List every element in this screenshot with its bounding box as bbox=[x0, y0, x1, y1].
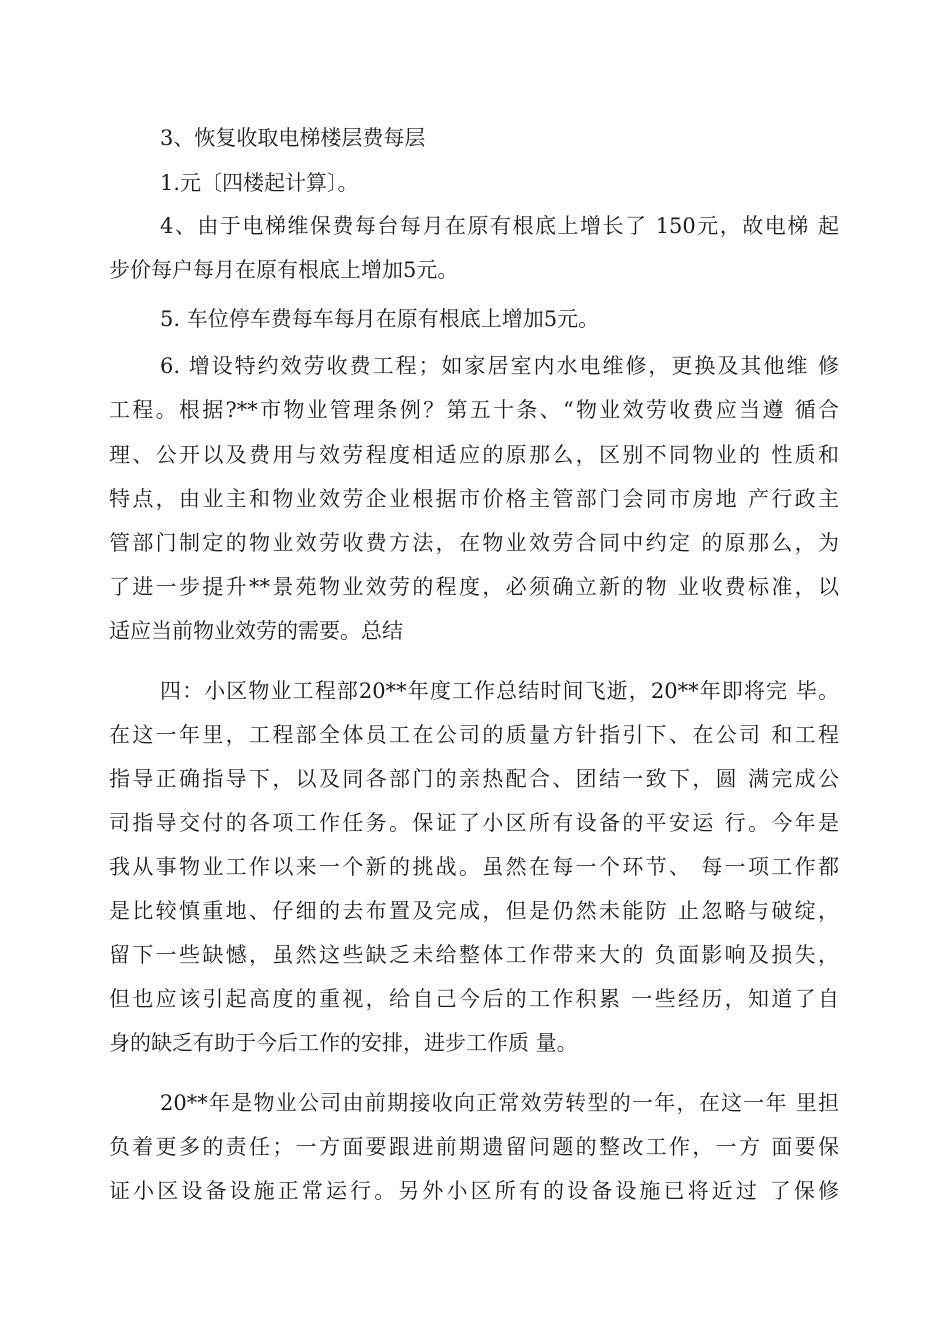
text-line: 5. 车位停车费每车每月在原有根底上增加5元。 bbox=[160, 307, 600, 331]
text-line: 是比较慎重地、仔细的去布置及完成，但是仍然未能防 止忽略与破绽， bbox=[109, 899, 839, 923]
text-line: 工程。根据?**市物业管理条例？第五十条、“物业效劳收费应当遵 循合 bbox=[109, 398, 839, 422]
text-line: 4、由于电梯维保费每台每月在原有根底上增长了 150元，故电梯 起 bbox=[160, 214, 839, 238]
text-line: 1.元〔四楼起计算〕。 bbox=[160, 171, 359, 195]
text-line: 留下一些缺憾，虽然这些缺乏未给整体工作带来大的 负面影响及损失， bbox=[109, 943, 839, 967]
text-line: 负着更多的责任；一方面要跟进前期遗留问题的整改工作，一方 面要保 bbox=[109, 1135, 839, 1159]
text-line: 身的缺乏有助于今后工作的安排，进步工作质 量。 bbox=[109, 1031, 578, 1055]
text-line: 司指导交付的各项工作任务。保证了小区所有设备的平安运 行。今年是 bbox=[109, 811, 839, 835]
text-line: 管部门制定的物业效劳收费方法，在物业效劳合同中约定 的原那么，为 bbox=[109, 531, 839, 555]
text-line: 3、恢复收取电梯楼层费每层 bbox=[160, 126, 426, 150]
text-line: 四：小区物业工程部20**年度工作总结时间飞逝，20**年即将完 毕。 bbox=[160, 679, 839, 703]
text-line: 证小区设备设施正常运行。另外小区所有的设备设施已将近过 了保修 bbox=[109, 1179, 839, 1203]
text-line: 我从事物业工作以来一个新的挑战。虽然在每一个环节、 每一项工作都 bbox=[109, 855, 839, 879]
text-line: 20**年是物业公司由前期接收向正常效劳转型的一年，在这一年 里担 bbox=[160, 1091, 839, 1115]
text-line: 6. 增设特约效劳收费工程；如家居室内水电维修，更换及其他维 修 bbox=[160, 354, 839, 378]
text-line: 理、公开以及费用与效劳程度相适应的原那么，区别不同物业的 性质和 bbox=[109, 443, 839, 467]
text-line: 在这一年里，工程部全体员工在公司的质量方针指引下、在公司 和工程 bbox=[109, 723, 839, 747]
text-line: 适应当前物业效劳的需要。总结 bbox=[109, 619, 403, 643]
text-line: 指导正确指导下，以及同各部门的亲热配合、团结一致下，圆 满完成公 bbox=[109, 767, 839, 791]
text-line: 了进一步提升**景苑物业效劳的程度，必须确立新的物 业收费标准，以 bbox=[109, 575, 839, 599]
text-line: 步价每户每月在原有根底上增加5元。 bbox=[109, 258, 459, 282]
text-line: 特点，由业主和物业效劳企业根据市价格主管部门会同市房地 产行政主 bbox=[109, 487, 839, 511]
text-line: 但也应该引起高度的重视，给自己今后的工作积累 一些经历，知道了自 bbox=[109, 987, 839, 1011]
